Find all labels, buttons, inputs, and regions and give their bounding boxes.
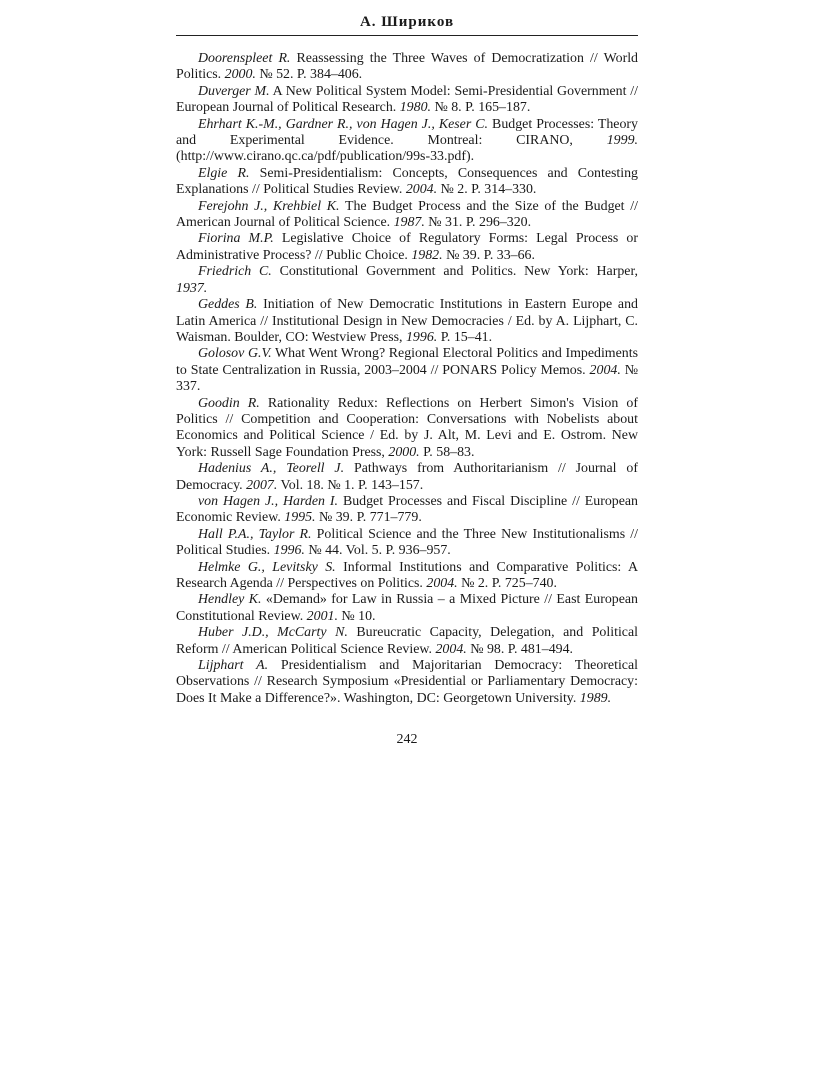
reference-entry	[176, 51, 638, 84]
reference-details: (http://www.cirano.qc.ca/pdf/publication/99s-33.pdf).	[176, 149, 475, 165]
reference-text: Budget Processes: Theory and Experimental Evidence. Montreal: CIRANO,	[176, 116, 638, 149]
reference-text: Reassessing the Three Waves of Democratization // World Politics.	[176, 51, 638, 83]
reference-entry	[176, 84, 638, 117]
reference-author: Hadenius A., Teorell J.	[198, 461, 345, 477]
reference-details: № 2. P. 314–330.	[437, 182, 537, 198]
reference-details: № 8. P. 165–187.	[431, 100, 531, 116]
reference-author: Lijphart A.	[198, 658, 269, 674]
header-rule	[176, 35, 638, 36]
reference-entry	[176, 166, 638, 199]
reference-entry	[176, 396, 638, 462]
reference-details: № 337.	[176, 362, 638, 395]
reference-text: Informal Institutions and Comparative Politics: A Research Agenda // Perspectives on Politics.	[176, 559, 638, 591]
reference-entry	[176, 346, 638, 395]
reference-author: von Hagen J., Harden I.	[198, 493, 338, 509]
page-number: 242	[396, 732, 418, 747]
reference-year: 1980.	[399, 100, 431, 116]
reference-entry	[176, 658, 638, 707]
reference-author: Duverger M.	[198, 83, 270, 99]
reference-details: № 52. P. 384–406.	[255, 67, 363, 83]
reference-entry	[176, 461, 638, 494]
reference-text: The Budget Process and the Size of the Budget // American Journal of Political Science.	[176, 198, 638, 231]
reference-year: 1995.	[284, 510, 316, 526]
reference-text: «Demand» for Law in Russia – a Mixed Picture // East European Constitutional Review.	[176, 592, 638, 624]
reference-details: № 31. P. 296–320.	[424, 215, 532, 231]
reference-year: 1982.	[411, 247, 443, 263]
reference-entry	[176, 231, 638, 264]
reference-details: № 98. P. 481–494.	[466, 641, 574, 657]
reference-author: Goodin R.	[198, 395, 260, 411]
reference-author: Ehrhart K.-M., Gardner R., von Hagen J., Keser C.	[198, 116, 489, 132]
reference-author: Elgie R.	[198, 165, 250, 181]
reference-entry	[176, 592, 638, 625]
reference-author: Fiorina M.P.	[198, 231, 274, 247]
reference-year: 1937.	[176, 280, 208, 296]
reference-entry	[176, 297, 638, 346]
reference-text: Presidentialism and Majoritarian Democracy: Theoretical Observations // Research Symposium «Presidential or Parliamentary Democracy: Does It Make a Difference?». Washington, DC: Georgetown University.	[176, 658, 638, 706]
reference-author: Doorenspleet R.	[198, 51, 291, 66]
reference-text: Rationality Redux: Reflections on Herbert Simon's Vision of Politics // Competition and Cooperation: Conversations with Nobelists about Economics and Political Science / Ed. by J. Alt, M. Levi and E. Ostrom. New York: Russell Sage Foundation Press,	[176, 395, 638, 460]
reference-year: 2004.	[589, 362, 621, 378]
reference-entry	[176, 625, 638, 658]
running-head: А. Шириков	[359, 14, 455, 30]
reference-text: Political Science and the Three New Institutionalisms // Political Studies.	[176, 526, 638, 559]
reference-entry	[176, 560, 638, 593]
reference-year: 1999.	[606, 133, 638, 149]
reference-author: Hendley K.	[198, 592, 262, 608]
reference-year: 2007.	[246, 477, 278, 493]
reference-year: 1996.	[405, 329, 438, 345]
reference-author: Hall P.A., Taylor R.	[198, 526, 312, 542]
reference-author: Helmke G., Levitsky S.	[198, 559, 336, 575]
reference-author: Friedrich C.	[198, 264, 272, 280]
reference-details: Vol. 18. № 1. P. 143–157.	[277, 477, 424, 493]
reference-details: P. 58–83.	[419, 444, 475, 460]
reference-author: Huber J.D., McCarty N.	[198, 625, 348, 641]
reference-text: Constitutional Government and Politics. New York: Harper,	[271, 264, 638, 280]
reference-details: № 44. Vol. 5. P. 936–957.	[304, 543, 451, 559]
reference-text: Pathways from Authoritarianism // Journal of Democracy.	[176, 461, 638, 493]
reference-year: 2004.	[426, 576, 458, 591]
reference-details: № 2. P. 725–740.	[457, 576, 557, 591]
reference-entry	[176, 199, 638, 232]
reference-entry	[176, 117, 638, 166]
reference-text: Initiation of New Democratic Institutions in Eastern Europe and Latin America // Institutional Design in New Democracies / Ed. by A. Lijphart, C. Waisman. Boulder, CO: Westview Press,	[176, 297, 638, 345]
reference-year: 2004.	[435, 641, 467, 657]
reference-author: Geddes B.	[198, 297, 258, 313]
reference-entry	[176, 494, 638, 527]
reference-year: 2001.	[306, 608, 338, 624]
reference-year: 2004.	[405, 182, 438, 198]
reference-author: Golosov G.V.	[198, 346, 272, 362]
reference-text: A New Political System Model: Semi-Presidential Government // European Journal of Political Research.	[176, 83, 639, 116]
reference-entry	[176, 264, 638, 297]
reference-text: Bureucratic Capacity, Delegation, and Political Reform // American Political Science Review.	[176, 625, 638, 657]
reference-details: P. 15–41.	[437, 329, 493, 345]
reference-author: Ferejohn J., Krehbiel K.	[198, 198, 340, 214]
reference-text: Budget Processes and Fiscal Discipline // European Economic Review.	[176, 493, 638, 526]
reference-text: What Went Wrong? Regional Electoral Politics and Impediments to State Centralization in Russia, 2003–2004 // PONARS Policy Memos.	[176, 346, 638, 378]
reference-year: 1987.	[393, 215, 425, 231]
reference-details: № 39. P. 771–779.	[315, 510, 422, 526]
reference-year: 1989.	[579, 690, 612, 706]
reference-list	[176, 51, 638, 707]
reference-year: 1996.	[273, 543, 305, 559]
reference-text: Legislative Choice of Regulatory Forms: Legal Process or Administrative Process? // Public Choice.	[176, 231, 638, 263]
reference-details: № 10.	[337, 608, 376, 624]
reference-details: № 39. P. 33–66.	[442, 247, 535, 263]
reference-text: Semi-Presidentialism: Concepts, Consequences and Contesting Explanations // Political Studies Review.	[176, 165, 638, 198]
reference-year: 2000.	[388, 444, 420, 460]
reference-year: 2000.	[224, 67, 256, 83]
reference-entry	[176, 527, 638, 560]
